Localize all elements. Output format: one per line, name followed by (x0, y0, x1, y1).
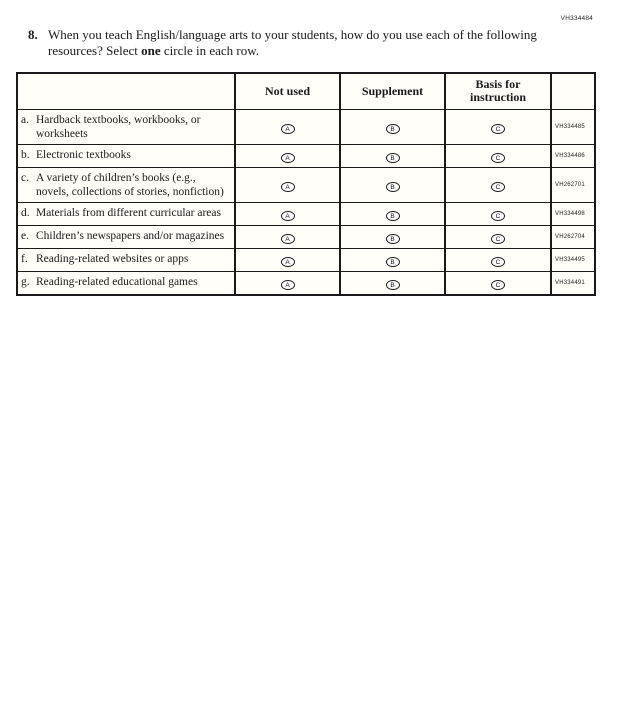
row-item-code: VH334491 (551, 271, 595, 295)
answer-circle[interactable] (491, 211, 505, 221)
answer-circle[interactable] (281, 153, 295, 163)
answer-circle[interactable] (386, 257, 400, 267)
circle-letter: C (495, 183, 501, 191)
row-label (17, 144, 235, 167)
row-item-code: VH334498 (551, 202, 595, 225)
row-letter: f. (21, 252, 28, 265)
cell-not-used (235, 248, 340, 271)
circle-letter: A (285, 281, 290, 289)
table-row (17, 144, 595, 167)
row-label (17, 248, 235, 271)
row-text: Children’s newspapers and/or magazines (36, 229, 225, 242)
response-grid (16, 72, 596, 296)
answer-circle[interactable] (386, 124, 400, 134)
row-label (17, 167, 235, 202)
answer-circle[interactable] (386, 182, 400, 192)
cell-basis (445, 225, 551, 248)
cell-not-used (235, 167, 340, 202)
question-number: 8. (28, 27, 38, 42)
table-row (17, 271, 595, 295)
form-item-code: VH334484 (560, 15, 593, 22)
answer-circle[interactable] (491, 257, 505, 267)
question-8 (28, 27, 558, 60)
table-row (17, 248, 595, 271)
row-text: Reading-related educational games (36, 275, 198, 288)
cell-supplement (340, 248, 445, 271)
row-letter: c. (21, 171, 29, 184)
row-label (17, 271, 235, 295)
question-text-prefix: When you teach English/language arts to your students, how do you use each of the following resources? Select (48, 27, 537, 59)
question-text-suffix: circle in each row. (160, 43, 260, 59)
row-label (17, 202, 235, 225)
circle-letter: A (285, 212, 290, 220)
row-letter: g. (21, 275, 30, 288)
cell-basis (445, 202, 551, 225)
row-text: Reading-related websites or apps (36, 252, 189, 265)
row-letter: a. (21, 113, 29, 126)
row-item-code: VH334486 (551, 144, 595, 167)
answer-circle[interactable] (281, 257, 295, 267)
cell-supplement (340, 225, 445, 248)
row-letter: e. (21, 229, 29, 242)
row-text: Hardback textbooks, workbooks, or worksheets (36, 113, 201, 140)
cell-basis (445, 109, 551, 144)
cell-supplement (340, 144, 445, 167)
header-not-used: Not used (235, 73, 340, 109)
circle-letter: C (495, 281, 501, 289)
circle-letter: A (285, 258, 290, 266)
cell-not-used (235, 271, 340, 295)
header-blank (17, 73, 235, 109)
table-row (17, 202, 595, 225)
circle-letter: C (495, 125, 501, 133)
answer-circle[interactable] (386, 211, 400, 221)
header-row (17, 73, 595, 109)
cell-not-used (235, 202, 340, 225)
cell-not-used (235, 109, 340, 144)
answer-circle[interactable] (491, 280, 505, 290)
table-row (17, 167, 595, 202)
circle-letter: B (390, 183, 395, 191)
header-supplement: Supplement (340, 73, 445, 109)
cell-not-used (235, 144, 340, 167)
circle-letter: C (495, 235, 501, 243)
circle-letter: A (285, 235, 290, 243)
circle-letter: B (390, 281, 395, 289)
row-text: A variety of children’s books (e.g., novels, collections of stories, nonfiction) (36, 171, 224, 198)
circle-letter: B (390, 258, 395, 266)
answer-circle[interactable] (491, 182, 505, 192)
row-label (17, 225, 235, 248)
circle-letter: A (285, 125, 290, 133)
row-letter: b. (21, 148, 30, 161)
answer-circle[interactable] (491, 124, 505, 134)
cell-basis (445, 167, 551, 202)
answer-circle[interactable] (386, 280, 400, 290)
row-text: Materials from different curricular areas (36, 206, 221, 219)
header-code-blank (551, 73, 595, 109)
circle-letter: C (495, 154, 501, 162)
row-label (17, 109, 235, 144)
answer-circle[interactable] (491, 234, 505, 244)
cell-basis (445, 144, 551, 167)
row-item-code: VH334485 (551, 109, 595, 144)
cell-supplement (340, 271, 445, 295)
row-item-code: VH262701 (551, 167, 595, 202)
answer-circle[interactable] (491, 153, 505, 163)
answer-circle[interactable] (386, 234, 400, 244)
circle-letter: B (390, 235, 395, 243)
cell-supplement (340, 167, 445, 202)
row-item-code: VH262704 (551, 225, 595, 248)
cell-basis (445, 271, 551, 295)
table-row (17, 225, 595, 248)
answer-circle[interactable] (281, 234, 295, 244)
circle-letter: B (390, 154, 395, 162)
answer-circle[interactable] (281, 211, 295, 221)
table-row (17, 109, 595, 144)
answer-circle[interactable] (281, 280, 295, 290)
question-text-bold: one (141, 43, 161, 59)
circle-letter: B (390, 125, 395, 133)
row-text: Electronic textbooks (36, 148, 131, 161)
cell-supplement (340, 202, 445, 225)
answer-circle[interactable] (281, 182, 295, 192)
answer-circle[interactable] (281, 124, 295, 134)
question-text (48, 27, 553, 60)
circle-letter: A (285, 154, 290, 162)
circle-letter: C (495, 258, 501, 266)
header-basis-for-instruction: Basis for instruction (445, 73, 551, 109)
cell-supplement (340, 109, 445, 144)
circle-letter: A (285, 183, 290, 191)
circle-letter: B (390, 212, 395, 220)
circle-letter: C (495, 212, 501, 220)
row-item-code: VH334495 (551, 248, 595, 271)
answer-circle[interactable] (386, 153, 400, 163)
row-letter: d. (21, 206, 30, 219)
cell-not-used (235, 225, 340, 248)
cell-basis (445, 248, 551, 271)
